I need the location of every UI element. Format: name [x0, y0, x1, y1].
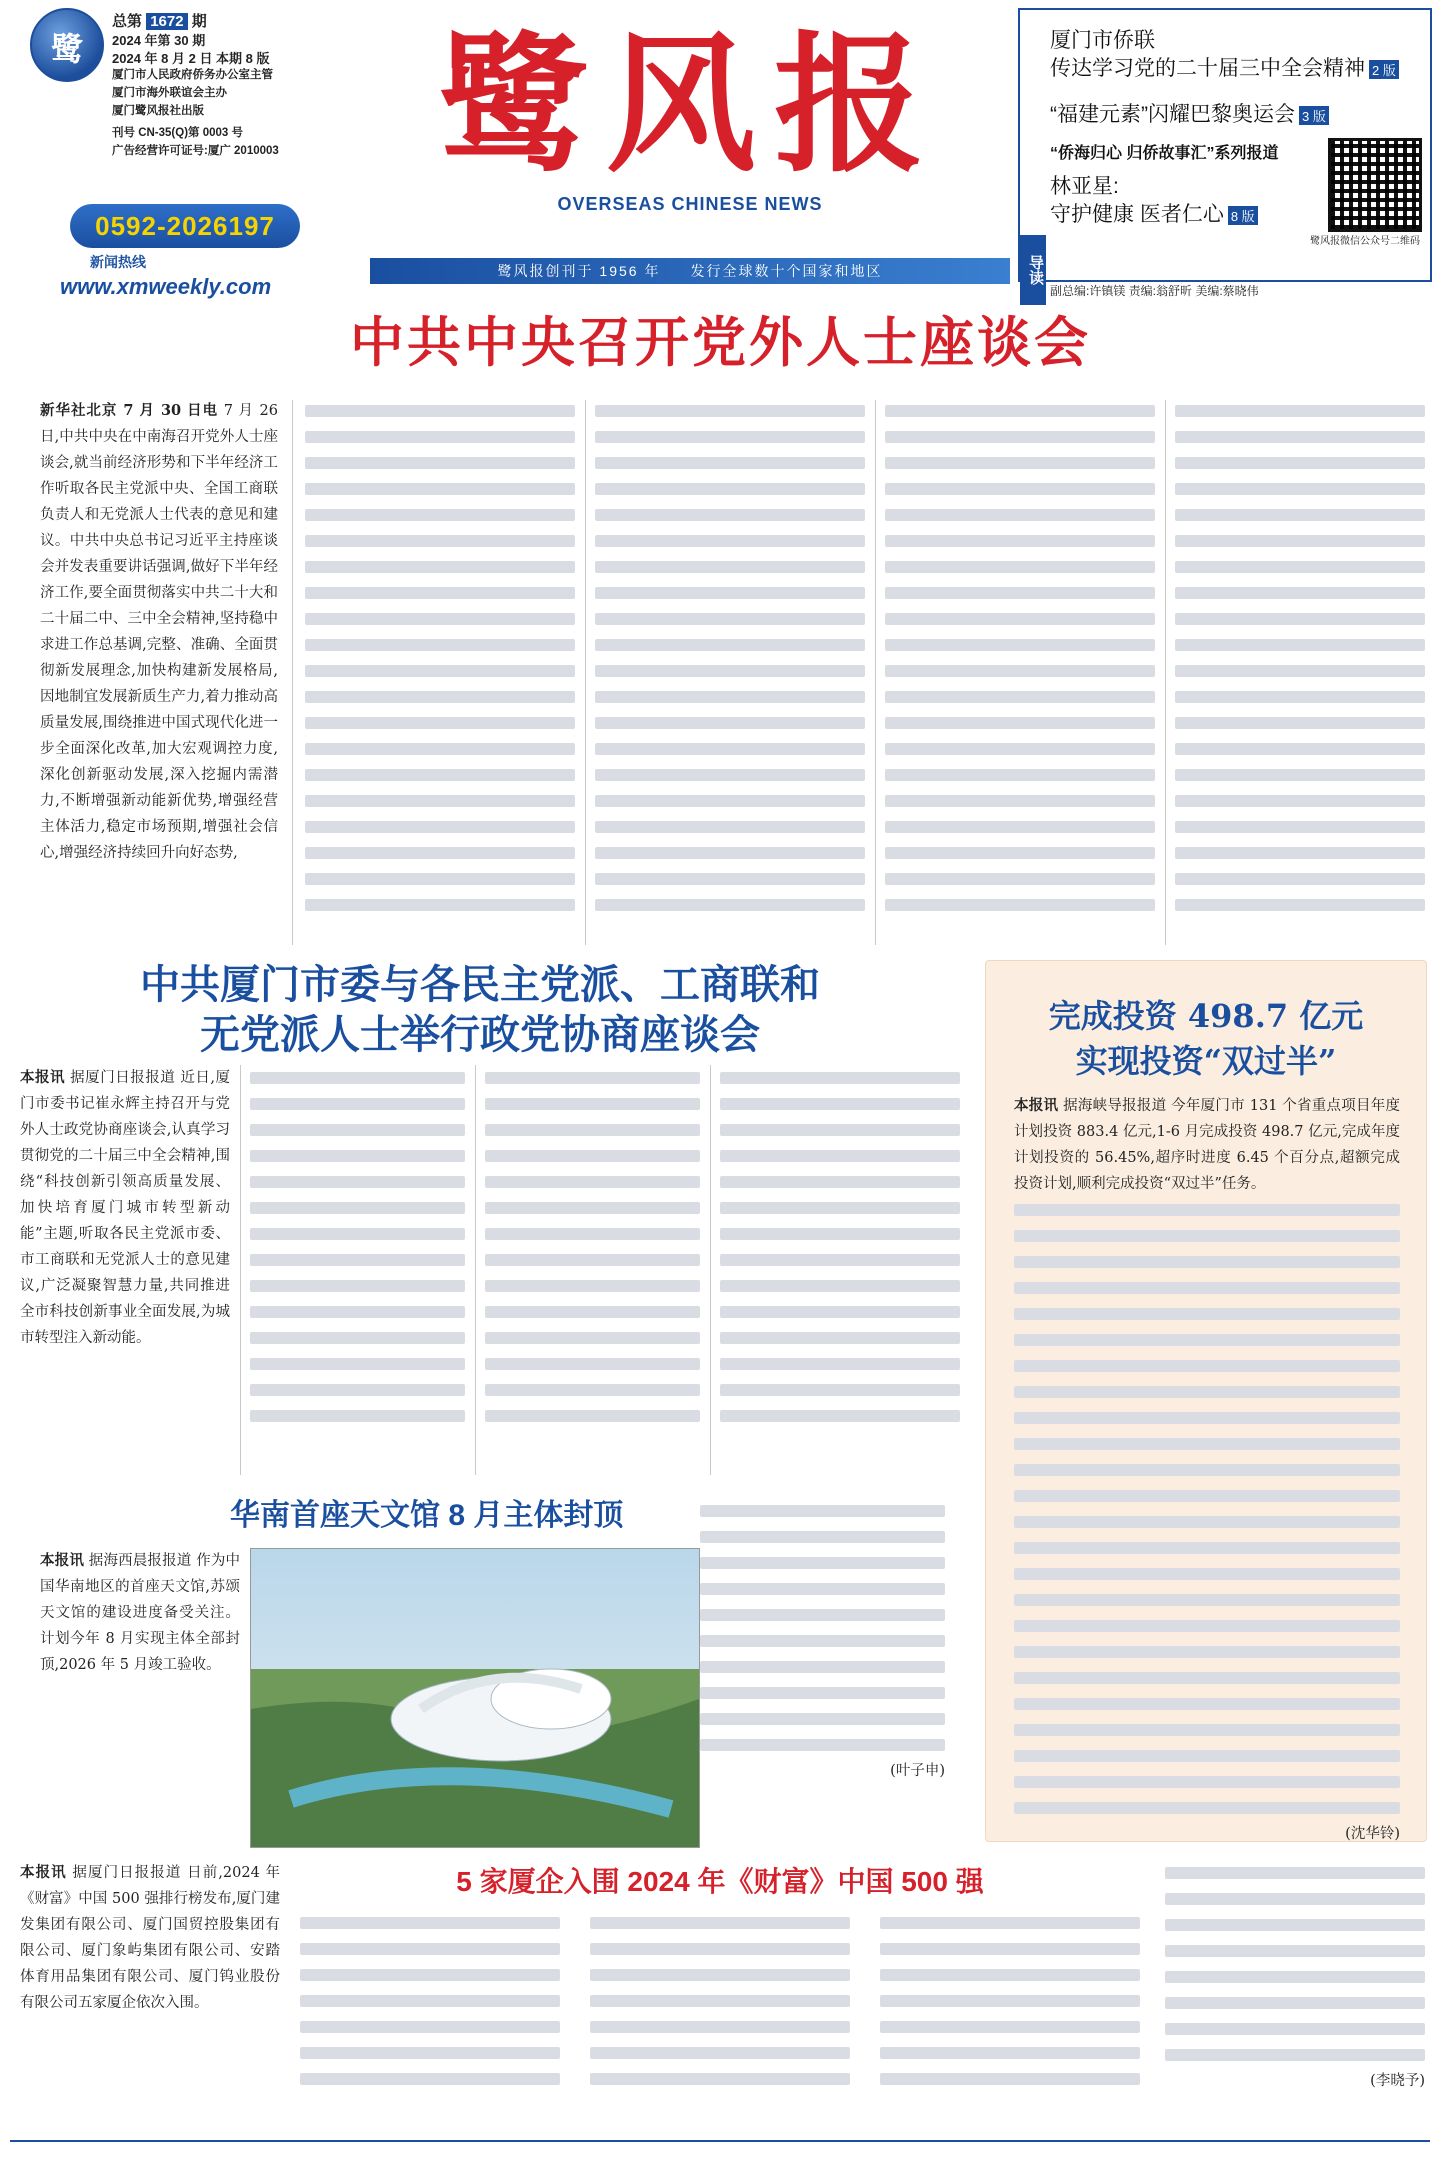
- guide-item[interactable]: 林亚星:: [1050, 175, 1119, 198]
- box-subtitle: 实现投资“双过半”: [1075, 1042, 1337, 1080]
- article1-column: [40, 398, 278, 948]
- band-distribution: 发行全球数十个国家和地区: [690, 263, 883, 279]
- article4-column: [40, 1548, 240, 1848]
- article1-column: [1175, 398, 1425, 948]
- page-tag: 2 版: [1369, 60, 1399, 79]
- article1-column: [885, 398, 1155, 948]
- guide-item[interactable]: 厦门市侨联: [1050, 29, 1155, 52]
- observatory-headline: 华南首座天文馆 8 月主体封顶: [230, 1499, 624, 1532]
- guide-item[interactable]: “福建元素”闪耀巴黎奥运会 3 版: [1050, 98, 1329, 128]
- guide-item[interactable]: 守护健康 医者仁心 8 版: [1050, 198, 1258, 228]
- article-lead: 新华社北京 7 月 30 日电: [40, 402, 219, 419]
- article5-column: [1165, 1860, 1425, 2135]
- article1-column: [595, 398, 865, 948]
- observatory-rendering: [250, 1548, 700, 1848]
- guide-box: [1018, 8, 1432, 285]
- article4-column: [700, 1498, 945, 1838]
- ad-license: 广告经营许可证号:厦广 2010003: [112, 145, 279, 157]
- article2-column: [720, 1065, 960, 1475]
- header-info: [30, 8, 310, 308]
- hotline-label: 新闻热线: [90, 254, 146, 270]
- box-title: 完成投资 498.7 亿元: [1048, 997, 1364, 1035]
- guide-tab: 导读: [1020, 235, 1046, 305]
- article5-column: [880, 1910, 1140, 2135]
- article2-column: [485, 1065, 700, 1475]
- investment-box: [985, 960, 1427, 1842]
- cn-number: 刊号 CN-35(Q)第 0003 号: [112, 127, 244, 139]
- footer-rule: [10, 2140, 1430, 2148]
- band-founded: 鹭风报创刊于 1956 年: [497, 263, 661, 279]
- article-lead: 本报讯: [20, 1069, 66, 1086]
- masthead-english: OVERSEAS CHINESE NEWS: [557, 194, 823, 214]
- sponsor-line: 厦门市人民政府侨务办公室主管: [112, 69, 273, 81]
- column-divider: [292, 400, 293, 945]
- article-lead: 本报讯: [40, 1552, 84, 1569]
- article5-column: [20, 1860, 280, 2135]
- article-text: 7 月 26 日,中共中央在中南海召开党外人士座谈会,就当前经济形势和下半年经济工作听取各民主党派中央、全国工商联负责人和无党派人士代表的意见和建议。中共中央总书记习近平主持座谈会并发表重要讲话强调,做好下半年经济工作,要全面贯彻落实中共二十大和二十届二中、三中全会精神,坚持稳中求进工作总基调,完整、准确、全面贯彻新发展理念,加快构建新发展格局,因地制宜发展新质生产力,着力推动高质量发展,围绕推进中国式现代化进一步全面深化改革,加大宏观调控力度,深化创新驱动发展,深入挖掘内需潜力,不断增强新动能新优势,增强经营主体活力,稳定市场预期,增强社会信心,增强经济持续回升向好态势,: [40, 403, 279, 861]
- article-text: 据厦门日报报道 日前,2024 年《财富》中国 500 强排行榜发布,厦门建发集团有限公司、厦门国贸控股集团有限公司、厦门象屿集团有限公司、安踏体育用品集团有限公司、厦门钨业股份有限公司五家厦企依次入围。: [20, 1865, 280, 2011]
- column-divider: [240, 1065, 241, 1475]
- hotline-phone: 0592-2026197: [70, 204, 300, 248]
- main-headline: 中共中央召开党外人士座谈会: [350, 310, 1091, 374]
- article5-column: [590, 1910, 850, 2135]
- issue-year-no: 2024 年第 30 期: [112, 33, 206, 48]
- sponsor-line: 厦门市海外联谊会主办: [112, 87, 227, 99]
- issue-number: 总第 1672 期: [112, 13, 207, 30]
- column-divider: [710, 1065, 711, 1475]
- byline: (李晓予): [1370, 2073, 1425, 2089]
- fortune500-headline: 5 家厦企入围 2024 年《财富》中国 500 强: [456, 1866, 984, 1897]
- article1-column: [305, 398, 575, 948]
- article-text: 据海峡导报报道 今年厦门市 131 个省重点项目年度计划投资 883.4 亿元,1-6 月完成投资 498.7 亿元,完成年度计划投资的 56.45%,超序时进度 6.45 个百分点,超额完成投资计划,顺利完成投资“双过半”任务。: [1014, 1098, 1401, 1192]
- article-lead: 本报讯: [20, 1864, 67, 1881]
- article2-column: [20, 1065, 230, 1475]
- qr-caption: 鹭风报微信公众号二维码: [1310, 236, 1420, 247]
- article-text: 据海西晨报报道 作为中国华南地区的首座天文馆,苏颂天文馆的建设进度备受关注。计划今年 8 月实现主体全部封顶,2026 年 5 月竣工验收。: [40, 1553, 241, 1673]
- page-tag: 3 版: [1299, 106, 1329, 125]
- article2-column: [250, 1065, 465, 1475]
- website-link[interactable]: www.xmweekly.com: [60, 274, 272, 299]
- sponsor-line: 厦门鹭风报社出版: [112, 105, 204, 117]
- byline: (叶子申): [890, 1763, 945, 1779]
- column-divider: [1165, 400, 1166, 945]
- column-divider: [875, 400, 876, 945]
- box-text: [1014, 1093, 1400, 1847]
- column-divider: [475, 1065, 476, 1475]
- column-divider: [585, 400, 586, 945]
- qr-code-icon: [1328, 138, 1422, 232]
- guide-item[interactable]: “侨海归心 归侨故事汇”系列报道: [1050, 145, 1279, 162]
- editors-line: 副总编:许镇镁 责编:翁舒昕 美编:蔡晓伟: [1050, 284, 1259, 298]
- masthead-band: [370, 258, 1010, 284]
- article-lead: 本报讯: [1014, 1097, 1059, 1114]
- observatory-illustration: [251, 1549, 699, 1847]
- article2-headline: 中共厦门市委与各民主党派、工商联和 无党派人士举行政党协商座谈会: [140, 963, 820, 1057]
- article5-column: [300, 1910, 560, 2135]
- guide-item[interactable]: 传达学习党的二十届三中全会精神 2 版: [1050, 52, 1399, 82]
- byline: (沈华铃): [1345, 1826, 1400, 1842]
- issue-date: 2024 年 8 月 2 日 本期 8 版: [112, 51, 270, 66]
- page-tag: 8 版: [1228, 206, 1258, 225]
- article-text: 据厦门日报报道 近日,厦门市委书记崔永辉主持召开与党外人士政党协商座谈会,认真学习贯彻党的二十届三中全会精神,围绕“科技创新引领高质量发展、加快培育厦门城市转型新动能”主题,听取各民主党派市委、市工商联和无党派人士的意见建议,广泛凝聚智慧力量,共同推进全市科技创新事业全面发展,为城市转型注入新动能。: [20, 1070, 231, 1346]
- newspaper-logo: [30, 8, 104, 82]
- masthead: [370, 10, 1010, 240]
- masthead-title: 鹭风报: [437, 17, 942, 193]
